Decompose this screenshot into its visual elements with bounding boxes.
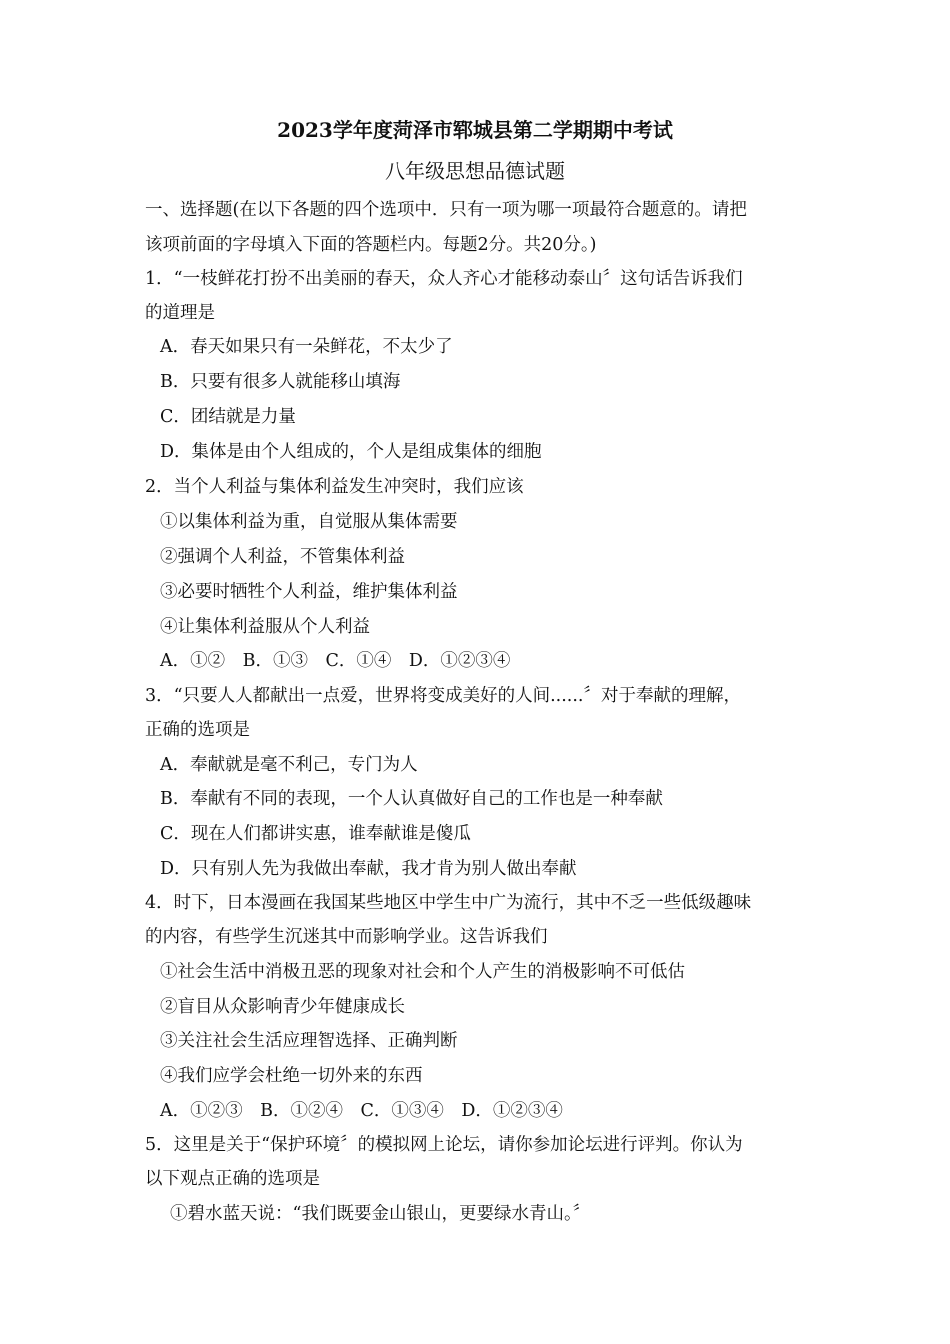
exam-subtitle: 八年级思想品德试题 xyxy=(385,159,565,183)
question-5-stem-line-1: 5．这里是关于“保护环境〞的模拟网上论坛，请你参加论坛进行评判。你认为 xyxy=(145,1135,743,1155)
section-instructions-line-2: 该项前面的字母填入下面的答题栏内。每题2分。共20分。) xyxy=(145,235,597,255)
exam-title: 2023学年度菏泽市郓城县第二学期期中考试 xyxy=(277,118,673,142)
question-5-item-1: ①碧水蓝天说：“我们既要金山银山，更要绿水青山。〞 xyxy=(170,1204,591,1224)
section-instructions-line-1: 一、选择题(在以下各题的四个选项中．只有一项为哪一项最符合题意的。请把 xyxy=(145,200,747,220)
question-1-option-d: D．集体是由个人组成的，个人是组成集体的细胞 xyxy=(160,442,542,462)
question-4-stem-line-1: 4．时下，日本漫画在我国某些地区中学生中广为流行，其中不乏一些低级趣味 xyxy=(145,893,752,913)
question-3-option-a: A．奉献就是毫不利己，专门为人 xyxy=(160,755,418,775)
question-4-choices: A．①②③ B．①②④ C．①③④ D．①②③④ xyxy=(160,1101,563,1121)
question-1-option-c: C．团结就是力量 xyxy=(160,407,296,427)
question-2-choices: A．①② B．①③ C．①④ D．①②③④ xyxy=(160,651,511,671)
question-3-stem-line-2: 正确的选项是 xyxy=(145,720,250,740)
question-4-item-1: ①社会生活中消极丑恶的现象对社会和个人产生的消极影响不可低估 xyxy=(160,962,685,982)
question-1-option-a: A．春天如果只有一朵鲜花，不太少了 xyxy=(160,337,453,357)
question-2-item-3: ③必要时牺牲个人利益，维护集体利益 xyxy=(160,582,458,602)
question-2-item-4: ④让集体利益服从个人利益 xyxy=(160,617,370,637)
question-1-option-b: B．只要有很多人就能移山填海 xyxy=(160,372,401,392)
question-2-item-2: ②强调个人利益，不管集体利益 xyxy=(160,547,405,567)
question-5-stem-line-2: 以下观点正确的选项是 xyxy=(145,1169,320,1189)
question-1-stem-line-2: 的道理是 xyxy=(145,303,215,323)
question-2-item-1: ①以集体利益为重，自觉服从集体需要 xyxy=(160,512,458,532)
question-4-item-4: ④我们应学会杜绝一切外来的东西 xyxy=(160,1066,423,1086)
question-4-item-3: ③关注社会生活应理智选择、正确判断 xyxy=(160,1031,458,1051)
question-1-stem-line-1: 1．“一枝鲜花打扮不出美丽的春天，众人齐心才能移动泰山〞这句话告诉我们 xyxy=(145,269,743,289)
question-2-stem: 2．当个人利益与集体利益发生冲突时，我们应该 xyxy=(145,477,524,497)
question-3-option-d: D．只有别人先为我做出奉献，我才肯为别人做出奉献 xyxy=(160,859,577,879)
question-3-stem-line-1: 3．“只要人人都献出一点爱，世界将变成美好的人间......〞对于奉献的理解， xyxy=(145,686,741,706)
question-3-option-c: C．现在人们都讲实惠，谁奉献谁是傻瓜 xyxy=(160,824,471,844)
question-4-stem-line-2: 的内容，有些学生沉迷其中而影响学业。这告诉我们 xyxy=(145,927,548,947)
question-4-item-2: ②盲目从众影响青少年健康成长 xyxy=(160,997,405,1017)
question-3-option-b: B．奉献有不同的表现，一个人认真做好自己的工作也是一种奉献 xyxy=(160,789,663,809)
